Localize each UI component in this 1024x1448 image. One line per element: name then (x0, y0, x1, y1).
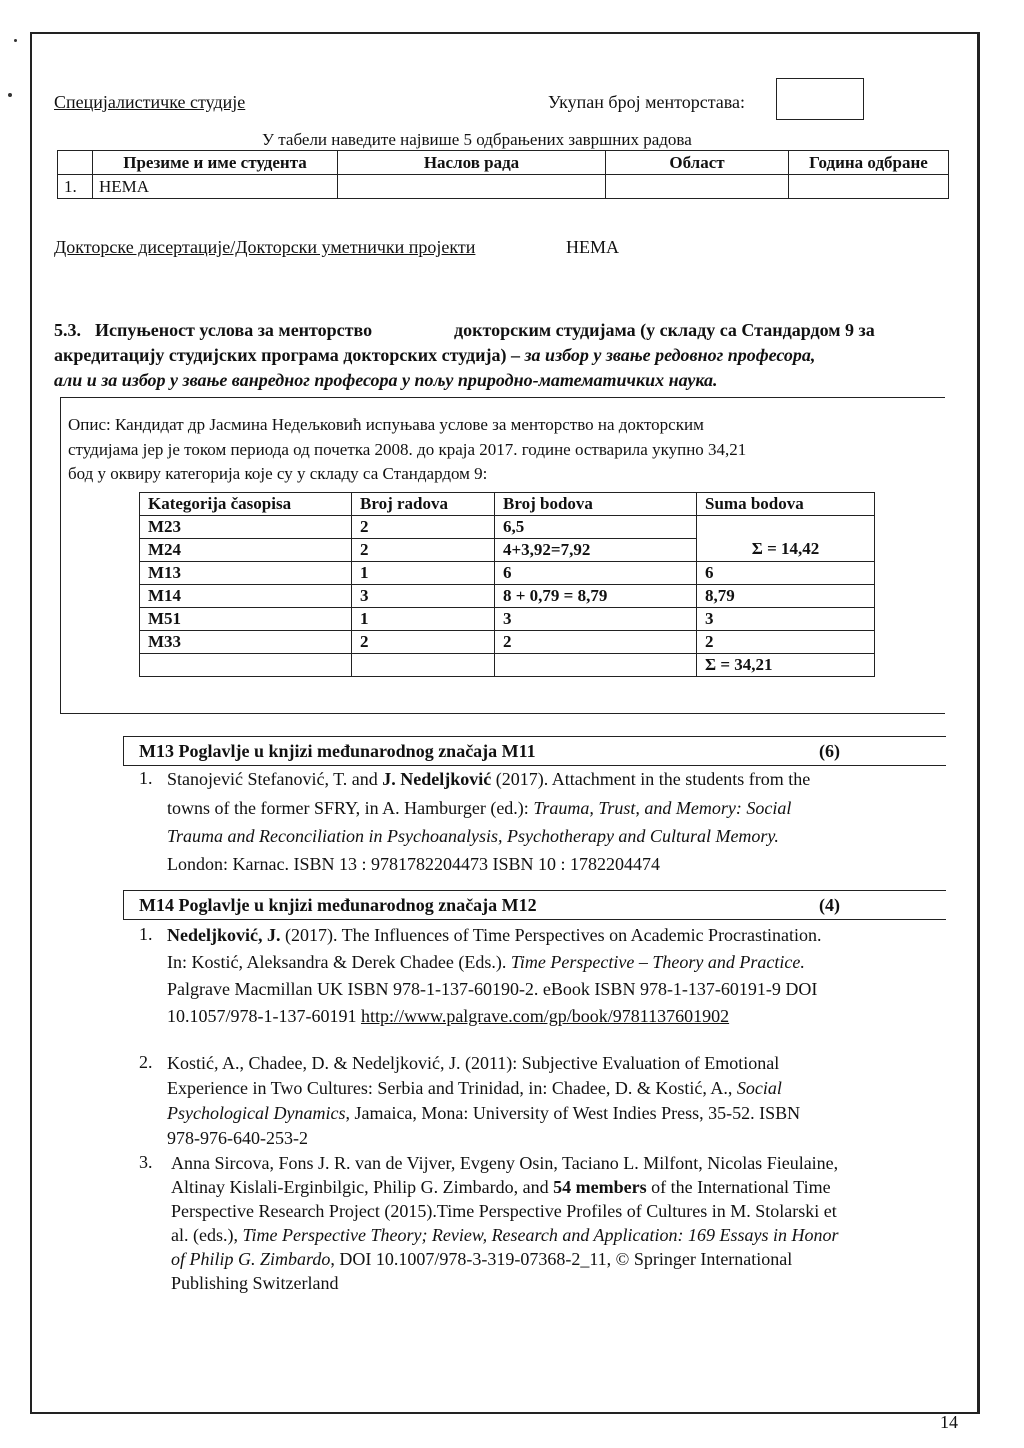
m14-item1-line4: 10.1057/978-1-137-60191 http://www.palgrave.com/gp/book/9781137601902 (167, 1006, 730, 1026)
table-row (140, 516, 875, 539)
col-field: Област (606, 151, 789, 175)
row-field (606, 175, 789, 199)
cell-category: M14 (140, 585, 352, 608)
mentors-total-label: Укупан број менторстава: (548, 92, 746, 112)
m13-item-line1: Stanojević Stefanović, T. and J. Nedeljković (2017). Attachment in the students from the (167, 769, 811, 789)
cell-count: 2 (352, 539, 495, 562)
table-instruction: У табели наведите највише 5 одбрањених завршних радова (262, 130, 692, 149)
doctoral-label: Докторске дисертације/Докторски уметнички пројекти (54, 237, 476, 257)
table-row (140, 562, 875, 585)
m14-item2-num: 2. (139, 1052, 153, 1072)
m13-item-line3: Trauma and Reconciliation in Psychoanalysis, Psychotherapy and Cultural Memory. (167, 826, 779, 846)
m14-score: (4) (819, 895, 840, 915)
m13-score: (6) (819, 741, 840, 761)
description-line1: Опис: Кандидат др Јасмина Недељковић испуњава услове за менторство на докторским (68, 415, 704, 434)
table-header-row (58, 151, 949, 175)
cell-category (140, 654, 352, 677)
cell-count: 2 (352, 631, 495, 654)
m14-item3-line2: Altinay Kislali-Erginbilgic, Philip G. Zimbardo, and 54 members of the International Time (171, 1177, 831, 1197)
section-title-line3: али и за избор у звање ванредног професора у пољу природно-математичких наука. (54, 370, 718, 390)
m14-item3-num: 3. (139, 1152, 153, 1172)
specialist-studies-heading: Специјалистичке студије (54, 92, 246, 112)
row-num: 1. (58, 175, 93, 199)
description-line3: бод у оквиру категорија које су у складу са Стандардом 9: (68, 464, 488, 483)
description-line2: студијама јер је током периода од почетка 2008. до краја 2017. године остварила укупно 34,21 (68, 440, 747, 459)
cell-category: M13 (140, 562, 352, 585)
m13-item-line4: London: Karnac. ISBN 13 : 9781782204473 ISBN 10 : 1782204474 (167, 854, 660, 874)
cell-sum: Σ = 14,42 (697, 516, 875, 562)
m13-item-num: 1. (139, 768, 153, 788)
cell-sum: 6 (697, 562, 875, 585)
cell-total-sum: Σ = 34,21 (697, 654, 875, 677)
scan-speck (8, 93, 12, 97)
doctoral-value: НЕМА (566, 237, 619, 257)
cell-category: M51 (140, 608, 352, 631)
m13-heading: M13 Poglavlje u knjizi međunarodnog značaja M11 (139, 741, 536, 761)
table-row (58, 175, 949, 199)
table-row (140, 585, 875, 608)
points-col-sum: Suma bodova (697, 493, 875, 516)
m14-item3-line6: Publishing Switzerland (171, 1273, 339, 1293)
m14-item3-line5: of Philip G. Zimbardo, DOI 10.1007/978-3-319-07368-2_11, © Springer International (171, 1249, 793, 1269)
row-title (338, 175, 606, 199)
col-year: Година одбране (789, 151, 949, 175)
m14-item3-line1: Anna Sircova, Fons J. R. van de Vijver, Evgeny Osin, Taciano L. Milfont, Nicolas Fieulaine, (171, 1153, 839, 1173)
row-year (789, 175, 949, 199)
cell-category: M23 (140, 516, 352, 539)
cell-category: M24 (140, 539, 352, 562)
cell-sum: 8,79 (697, 585, 875, 608)
cell-count: 1 (352, 562, 495, 585)
col-title: Наслов рада (338, 151, 606, 175)
m14-heading: M14 Poglavlje u knjizi međunarodnog značaja M12 (139, 895, 537, 915)
cell-count: 1 (352, 608, 495, 631)
m14-item2-line1: Kostić, A., Chadee, D. & Nedeljković, J. (2011): Subjective Evaluation of Emotional (167, 1053, 780, 1073)
points-col-category: Kategorija časopisa (140, 493, 352, 516)
m14-item1-line2: In: Kostić, Aleksandra & Derek Chadee (Eds.). Time Perspective – Theory and Practice. (167, 952, 805, 972)
cell-points: 6 (495, 562, 697, 585)
cell-points: 4+3,92=7,92 (495, 539, 697, 562)
cell-count: 2 (352, 516, 495, 539)
palgrave-link[interactable]: http://www.palgrave.com/gp/book/9781137601902 (360, 1006, 730, 1026)
section-number: 5.3. (54, 320, 81, 340)
cell-count: 3 (352, 585, 495, 608)
col-student: Презиме и име студента (93, 151, 338, 175)
m14-item1-line3: Palgrave Macmillan UK ISBN 978-1-137-60190-2. eBook ISBN 978-1-137-60191-9 DOI (167, 979, 818, 999)
table-row (140, 654, 875, 677)
row-student: НЕМА (93, 175, 338, 199)
table-row (140, 631, 875, 654)
page-number: 14 (940, 1412, 958, 1432)
m14-item2-line2: Experience in Two Cultures: Serbia and Trinidad, in: Chadee, D. & Kostić, A., Social (167, 1078, 782, 1098)
m14-item3-line3: Perspective Research Project (2015).Time Perspective Profiles of Cultures in M. Stolarski et (171, 1201, 837, 1221)
cell-points: 2 (495, 631, 697, 654)
points-col-count: Broj radova (352, 493, 495, 516)
table-row (140, 608, 875, 631)
cell-points (495, 654, 697, 677)
m14-item1-line1: Nedeljković, J. (2017). The Influences of Time Perspectives on Academic Procrastination. (167, 925, 822, 945)
col-num (58, 151, 93, 175)
points-col-points: Broj bodova (495, 493, 697, 516)
cell-sum: 2 (697, 631, 875, 654)
cell-sum: 3 (697, 608, 875, 631)
cell-points: 3 (495, 608, 697, 631)
m14-item3-line4: al. (eds.), Time Perspective Theory; Review, Research and Application: 169 Essays in Honor (171, 1225, 839, 1245)
theses-table (57, 150, 949, 199)
cell-count (352, 654, 495, 677)
section-title-line1a: Испуњеност услова за менторство (95, 320, 373, 340)
points-table (139, 492, 875, 677)
m13-item-line2: towns of the former SFRY, in A. Hamburger (ed.): Trauma, Trust, and Memory: Social (167, 798, 792, 818)
m14-item1-num: 1. (139, 924, 153, 944)
cell-points: 8 + 0,79 = 8,79 (495, 585, 697, 608)
section-title-line1b: докторским студијама (у складу са Стандардом 9 за (454, 320, 875, 340)
m14-item2-line4: 978-976-640-253-2 (167, 1128, 308, 1148)
scan-speck (14, 39, 17, 42)
cell-points: 6,5 (495, 516, 697, 539)
cell-category: M33 (140, 631, 352, 654)
m14-item2-line3: Psychological Dynamics, Jamaica, Mona: University of West Indies Press, 35-52. ISBN (167, 1103, 801, 1123)
section-title-line2: акредитацију студијских програма докторских студија) – за избор у звање редовног професора, (54, 345, 816, 365)
points-header-row (140, 493, 875, 516)
mentors-total-box (776, 78, 864, 120)
